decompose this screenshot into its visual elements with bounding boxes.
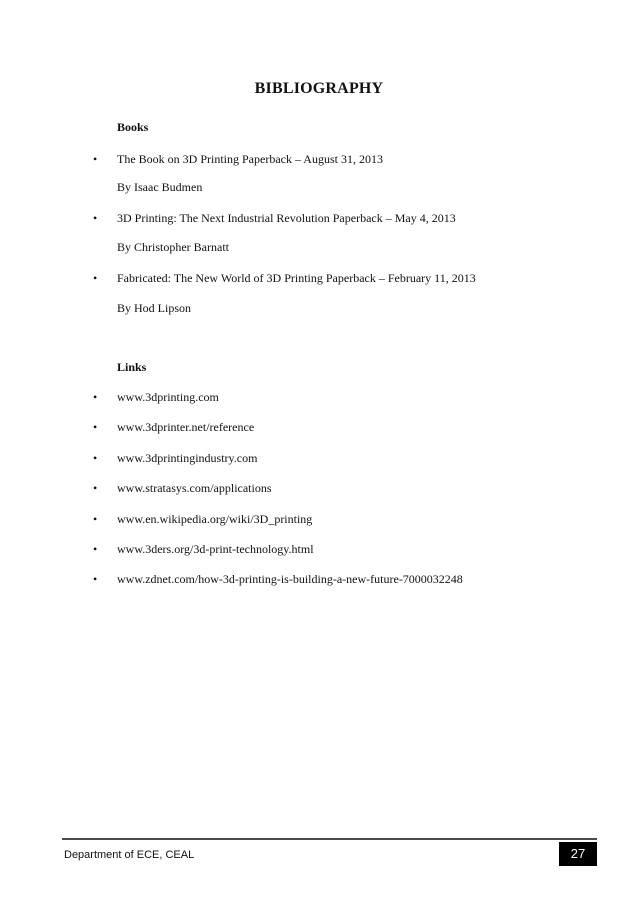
- link-url[interactable]: www.3dprinting.com: [117, 390, 219, 404]
- book-author: By Isaac Budmen: [117, 180, 203, 194]
- book-author: By Christopher Barnatt: [117, 240, 229, 254]
- link-url[interactable]: www.3dprintingindustry.com: [117, 451, 258, 465]
- book-author: By Hod Lipson: [117, 301, 192, 315]
- bullet-icon: •: [93, 390, 98, 404]
- link-url[interactable]: www.stratasys.com/applications: [117, 481, 272, 495]
- link-url[interactable]: www.3ders.org/3d-print-technology.html: [117, 542, 314, 556]
- footer-department: Department of ECE, CEAL: [64, 849, 195, 861]
- bullet-icon: •: [93, 152, 98, 166]
- links-heading: Links: [117, 360, 147, 374]
- bullet-icon: •: [93, 211, 98, 225]
- page-title: BIBLIOGRAPHY: [254, 80, 384, 97]
- link-url[interactable]: www.zdnet.com/how-3d-printing-is-building-a-new-future-7000032248: [117, 572, 463, 586]
- book-title: Fabricated: The New World of 3D Printing Paperback – February 11, 2013: [117, 271, 476, 285]
- bullet-icon: •: [93, 420, 98, 434]
- bullet-icon: •: [93, 451, 98, 465]
- bullet-icon: •: [93, 572, 98, 586]
- books-heading: Books: [117, 120, 149, 134]
- link-url[interactable]: www.en.wikipedia.org/wiki/3D_printing: [117, 512, 313, 526]
- book-title: The Book on 3D Printing Paperback – August 31, 2013: [117, 152, 383, 166]
- link-url[interactable]: www.3dprinter.net/reference: [117, 420, 255, 434]
- book-title: 3D Printing: The Next Industrial Revolution Paperback – May 4, 2013: [117, 211, 456, 225]
- bullet-icon: •: [93, 542, 98, 556]
- bullet-icon: •: [93, 481, 98, 495]
- page-number-badge: 27: [559, 842, 597, 866]
- bullet-icon: •: [93, 512, 98, 526]
- bullet-icon: •: [93, 271, 98, 285]
- footer-divider: [62, 838, 597, 840]
